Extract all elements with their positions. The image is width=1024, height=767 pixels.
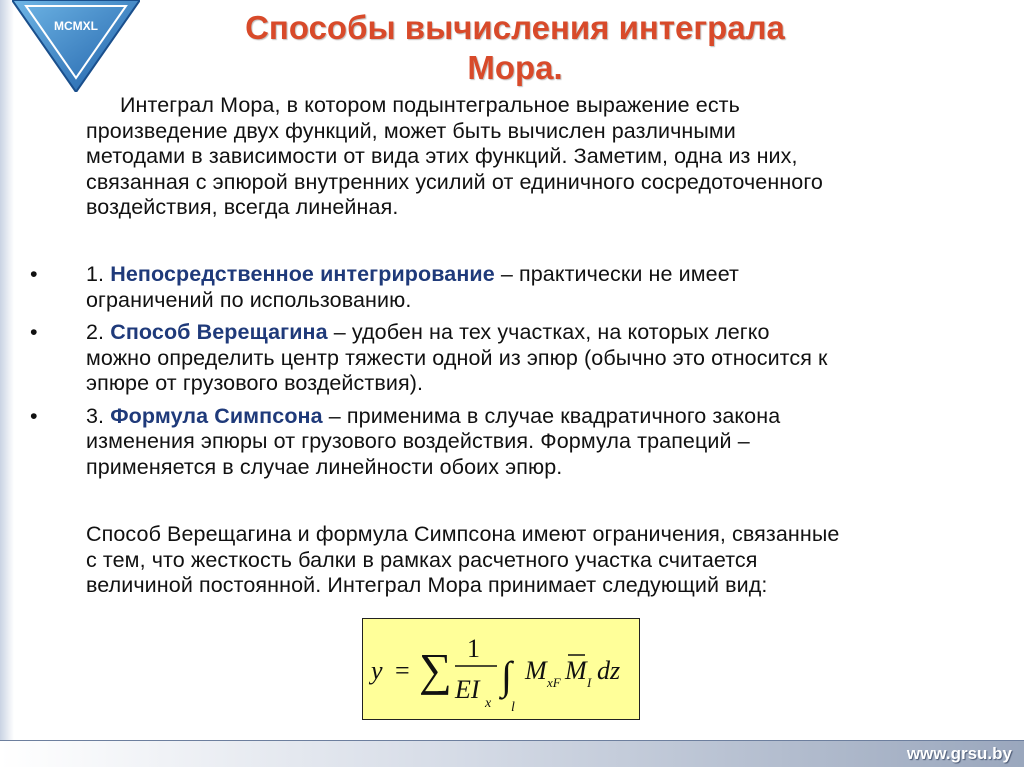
- item-text: – применима в случае квадратичного закона: [322, 403, 781, 428]
- left-decorative-stripe: [0, 0, 14, 740]
- formula-den-subscript: x: [485, 696, 492, 711]
- item-number: 2.: [86, 320, 111, 344]
- list-item: [24, 262, 984, 313]
- formula-M2: M: [565, 656, 587, 685]
- formula-M1: M: [525, 656, 547, 685]
- formula-equals: =: [395, 656, 410, 685]
- item-text-line: можно определить центр тяжести одной из эпюр (обычно это относится к: [86, 345, 828, 370]
- intro-line: воздействия, всегда линейная.: [86, 195, 399, 219]
- formula-sum: ∑: [419, 644, 452, 695]
- formula-y: y: [371, 656, 383, 685]
- item-text-line: изменения эпюры от грузового воздействия. Формула трапеций –: [86, 429, 750, 453]
- method-term: Способ Верещагина: [110, 320, 328, 344]
- bullet-marker: •: [30, 320, 38, 344]
- intro-paragraph: [86, 93, 986, 221]
- item-text-line: эпюре от грузового воздействия).: [86, 371, 424, 395]
- intro-line: связанная с эпюрой внутренних усилий от единичного сосредоточенного: [86, 169, 823, 194]
- slide-title: [150, 8, 880, 88]
- bullet-marker: •: [30, 262, 38, 286]
- mohr-integral-formula: [362, 618, 640, 720]
- methods-list: [24, 262, 984, 487]
- item-text: – удобен на тех участках, на которых легко: [327, 320, 770, 344]
- outro-paragraph: [86, 522, 986, 599]
- intro-line: методами в зависимости от вида этих функций. Заметим, одна из них,: [86, 144, 798, 168]
- bullet-marker: •: [30, 403, 38, 428]
- outro-line: величиной постоянной. Интеграл Мора принимает следующий вид:: [86, 573, 768, 597]
- list-item: [24, 404, 984, 481]
- formula-numerator: 1: [467, 634, 480, 663]
- list-item: [24, 320, 984, 397]
- method-term: Формула Симпсона: [110, 403, 323, 428]
- title-line-2: Мора.: [467, 49, 563, 86]
- website-link[interactable]: www.grsu.by: [906, 744, 1012, 763]
- formula-denominator: EI: [455, 675, 480, 704]
- formula-dz: dz: [597, 656, 621, 685]
- outro-line: Способ Верещагина и формула Симпсона имеют ограничения, связанные: [86, 522, 840, 546]
- intro-line: Интеграл Мора, в котором подынтегральное выражение есть: [120, 93, 740, 117]
- outro-line: с тем, что жесткость балки в рамках расчетного участка считается: [86, 547, 758, 572]
- formula-integral: ∫: [501, 653, 512, 698]
- item-text: – практически не имеет: [494, 262, 739, 286]
- method-term: Непосредственное интегрирование: [110, 262, 495, 286]
- university-logo: [12, 0, 140, 92]
- item-number: 3.: [86, 403, 111, 428]
- title-line-1: Способы вычисления интеграла: [245, 9, 785, 46]
- intro-line: произведение двух функций, может быть вычислен различными: [86, 118, 736, 143]
- item-text-line: применяется в случае линейности обоих эпюр.: [86, 454, 563, 479]
- formula-M1-subscript: xF: [547, 675, 561, 690]
- item-number: 1.: [86, 262, 111, 286]
- formula-int-limit: l: [511, 700, 515, 715]
- formula-M2-subscript: I: [587, 675, 592, 690]
- footer-bar: [0, 741, 1024, 767]
- logo-text: MCMXL: [54, 19, 98, 33]
- item-text-line: ограничений по использованию.: [86, 287, 412, 312]
